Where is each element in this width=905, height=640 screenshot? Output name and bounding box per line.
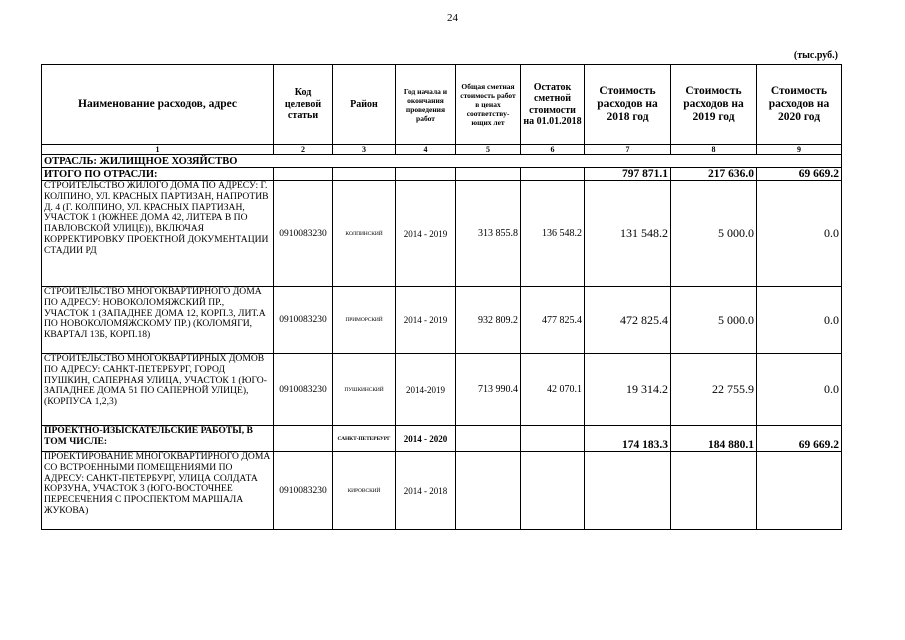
header-balance: Остаток сметной стоимости на 01.01.2018 [521, 65, 585, 145]
column-number: 7 [585, 145, 671, 155]
row-name: СТРОИТЕЛЬСТВО МНОГОКВАРТИРНОГО ДОМА ПО АДРЕСУ: НОВОКОЛОМЯЖСКИЙ ПР., УЧАСТОК 1 (ЗАПАДНЕЕ ДОМА 12, КОРП.3, ЛИТ.А ПО НОВОКОЛОМЯЖСКОМУ ПР.) (КОЛОМЯГИ, КВАРТАЛ 13Б, КОРП.18) [42, 287, 274, 354]
column-number: 5 [456, 145, 521, 155]
column-number: 2 [274, 145, 333, 155]
header-cost-2018: Стоимость расходов на 2018 год [585, 65, 671, 145]
row-code [274, 426, 333, 452]
row-name: СТРОИТЕЛЬСТВО МНОГОКВАРТИРНЫХ ДОМОВ ПО АДРЕСУ: САНКТ-ПЕТЕРБУРГ, ГОРОД ПУШКИН, САПЕРНАЯ УЛИЦА, УЧАСТОК 1 (ЮГО-ЗАПАДНЕЕ ДОМА 51 ПО САПЕРНОЙ УЛИЦЕ), (КОРПУСА 1,2,3) [42, 354, 274, 426]
row-cost-2020: 69 669.2 [757, 426, 842, 452]
empty-cell [333, 168, 396, 181]
empty-cell [521, 168, 585, 181]
header-years: Год начала и окончания проведения работ [396, 65, 456, 145]
row-estimate: 313 855.8 [456, 181, 521, 287]
row-cost-2020: 0.0 [757, 354, 842, 426]
budget-table [41, 64, 842, 530]
row-years: 2014 - 2019 [396, 287, 456, 354]
row-cost-2019: 184 880.1 [671, 426, 757, 452]
table-row [42, 354, 842, 426]
row-code: 0910083230 [274, 287, 333, 354]
empty-cell [456, 168, 521, 181]
table-row [42, 452, 842, 530]
row-balance [521, 452, 585, 530]
total-label: ИТОГО ПО ОТРАСЛИ: [42, 168, 274, 181]
row-cost-2018: 174 183.3 [585, 426, 671, 452]
row-estimate: 713 990.4 [456, 354, 521, 426]
header-estimate: Общая сметная стоимость работ в ценах соответству-ющих лет [456, 65, 521, 145]
page-number: 24 [447, 12, 458, 24]
total-row [42, 168, 842, 181]
row-code: 0910083230 [274, 452, 333, 530]
table-row [42, 181, 842, 287]
row-district: ПУШКИНСКИЙ [333, 354, 396, 426]
header-row [42, 65, 842, 145]
empty-cell [274, 168, 333, 181]
column-number: 3 [333, 145, 396, 155]
row-years: 2014 - 2018 [396, 452, 456, 530]
header-cost-2019: Стоимость расходов на 2019 год [671, 65, 757, 145]
row-district: КОЛПИНСКИЙ [333, 181, 396, 287]
empty-cell [396, 168, 456, 181]
row-estimate: 932 809.2 [456, 287, 521, 354]
row-district: ПРИМОРСКИЙ [333, 287, 396, 354]
row-name: СТРОИТЕЛЬСТВО ЖИЛОГО ДОМА ПО АДРЕСУ: Г. КОЛПИНО, УЛ. КРАСНЫХ ПАРТИЗАН, НАПРОТИВ Д. 4 (Г. КОЛПИНО, УЛ. КРАСНЫХ ПАРТИЗАН, УЧАСТОК 1 (ЮЖНЕЕ ДОМА 42, ЛИТЕРА В ПО ПАВЛОВСКОЙ УЛИЦЕ)), ВКЛЮЧАЯ КОРРЕКТИРОВКУ ПРОЕКТНОЙ ДОКУМЕНТАЦИИ СТАДИИ РД [42, 181, 274, 287]
row-years: 2014-2019 [396, 354, 456, 426]
row-code: 0910083230 [274, 181, 333, 287]
row-balance: 136 548.2 [521, 181, 585, 287]
row-name: ПРОЕКТИРОВАНИЕ МНОГОКВАРТИРНОГО ДОМА СО ВСТРОЕННЫМИ ПОМЕЩЕНИЯМИ ПО АДРЕСУ: САНКТ-ПЕТЕРБУРГ, УЛИЦА СОЛДАТА КОРЗУНА, УЧАСТОК 3 (ЮГО-ВОСТОЧНЕЕ ПЕРЕСЕЧЕНИЯ С ПРОСПЕКТОМ МАРШАЛА ЖУКОВА) [42, 452, 274, 530]
row-cost-2019 [671, 452, 757, 530]
row-cost-2019: 22 755.9 [671, 354, 757, 426]
column-number: 6 [521, 145, 585, 155]
row-balance: 42 070.1 [521, 354, 585, 426]
row-cost-2018: 19 314.2 [585, 354, 671, 426]
column-number: 9 [757, 145, 842, 155]
row-cost-2019: 5 000.0 [671, 181, 757, 287]
units-label: (тыс.руб.) [793, 50, 838, 61]
table-row [42, 426, 842, 452]
row-cost-2020: 0.0 [757, 287, 842, 354]
row-code: 0910083230 [274, 354, 333, 426]
row-cost-2018 [585, 452, 671, 530]
header-district: Район [333, 65, 396, 145]
row-cost-2018: 131 548.2 [585, 181, 671, 287]
table-row [42, 287, 842, 354]
column-number: 4 [396, 145, 456, 155]
row-balance [521, 426, 585, 452]
row-district: САНКТ-ПЕТЕРБУРГ [333, 426, 396, 452]
row-cost-2020 [757, 452, 842, 530]
row-estimate [456, 452, 521, 530]
row-years: 2014 - 2020 [396, 426, 456, 452]
header-code: Код целевой статьи [274, 65, 333, 145]
total-cost-2018: 797 871.1 [585, 168, 671, 181]
row-estimate [456, 426, 521, 452]
column-number: 1 [42, 145, 274, 155]
row-cost-2018: 472 825.4 [585, 287, 671, 354]
column-number-row [42, 145, 842, 155]
section-title: ОТРАСЛЬ: ЖИЛИЩНОЕ ХОЗЯЙСТВО [42, 155, 842, 168]
row-name: ПРОЕКТНО-ИЗЫСКАТЕЛЬСКИЕ РАБОТЫ, В ТОМ ЧИСЛЕ: [42, 426, 274, 452]
total-cost-2020: 69 669.2 [757, 168, 842, 181]
row-balance: 477 825.4 [521, 287, 585, 354]
header-name: Наименование расходов, адрес [42, 65, 274, 145]
total-cost-2019: 217 636.0 [671, 168, 757, 181]
section-row [42, 155, 842, 168]
row-cost-2019: 5 000.0 [671, 287, 757, 354]
header-cost-2020: Стоимость расходов на 2020 год [757, 65, 842, 145]
row-cost-2020: 0.0 [757, 181, 842, 287]
row-district: КИРОВСКИЙ [333, 452, 396, 530]
row-years: 2014 - 2019 [396, 181, 456, 287]
column-number: 8 [671, 145, 757, 155]
